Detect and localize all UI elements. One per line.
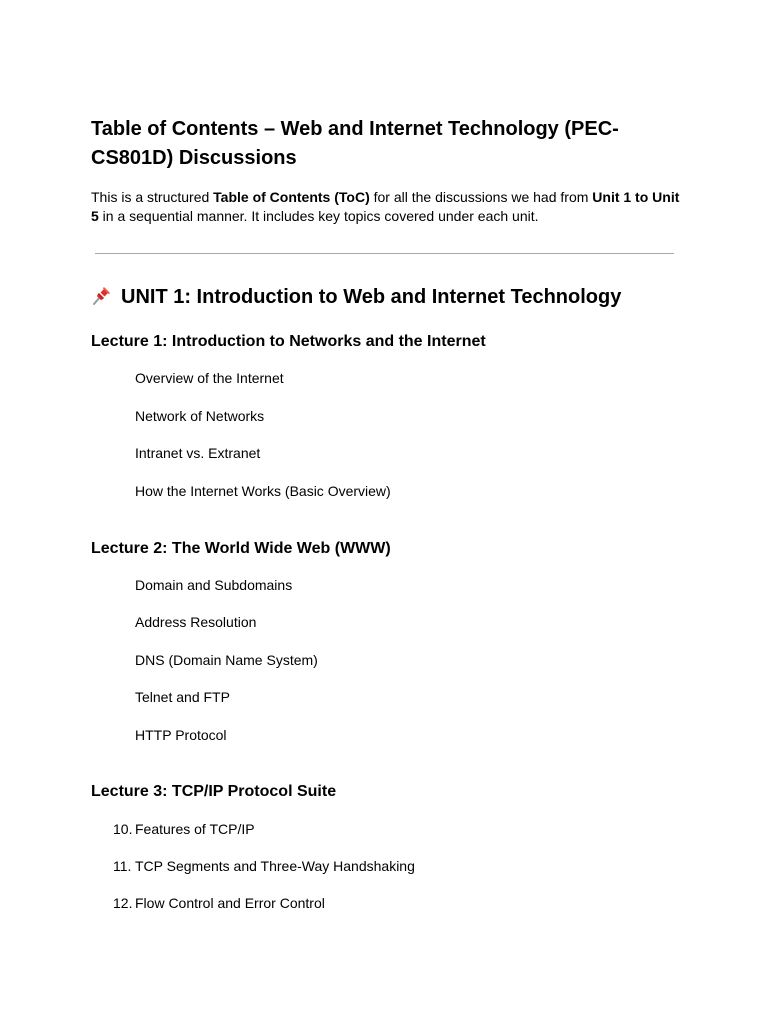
list-item-text: Network of Networks [135,408,265,424]
list-item-number: 12. [113,895,133,911]
list-item-text: Flow Control and Error Control [135,895,325,911]
list-item-text: Overview of the Internet [135,370,284,386]
list-item-number: 10. [113,821,133,837]
list-item-text: Telnet and FTP [135,689,230,705]
lecture-2-heading: Lecture 2: The World Wide Web (WWW) [91,540,391,557]
list-item-text: DNS (Domain Name System) [135,652,318,668]
unit-1-heading [91,283,621,311]
horizontal-divider [95,253,674,254]
intro-text-3: in a sequential manner. It includes key topics covered under each unit. [98,208,539,224]
intro-bold-toc: Table of Contents (ToC) [213,189,370,205]
list-item-text: Features of TCP/IP [135,821,255,837]
list-item-text: TCP Segments and Three-Way Handshaking [135,858,415,874]
document-title: Table of Contents – Web and Internet Technology (PEC-CS801D) Discussions [91,118,619,169]
intro-paragraph [91,188,681,226]
lecture-3-heading: Lecture 3: TCP/IP Protocol Suite [91,783,337,800]
intro-text-2: for all the discussions we had from [369,189,593,205]
list-item-text: How the Internet Works (Basic Overview) [135,483,391,499]
pushpin-icon [91,284,113,306]
list-item-text: Intranet vs. Extranet [135,445,261,461]
lecture-1-heading: Lecture 1: Introduction to Networks and the Internet [91,333,486,350]
intro-text-1: This is a structured [91,189,214,205]
list-item-text: HTTP Protocol [135,727,227,743]
list-item-text: Address Resolution [135,614,257,630]
list-item-number: 11. [113,858,132,874]
unit-1-heading-text: UNIT 1: Introduction to Web and Internet Technology [121,286,622,308]
intro-bold-units: Unit 1 to Unit 5 [91,189,680,224]
list-item-text: Domain and Subdomains [135,577,293,593]
